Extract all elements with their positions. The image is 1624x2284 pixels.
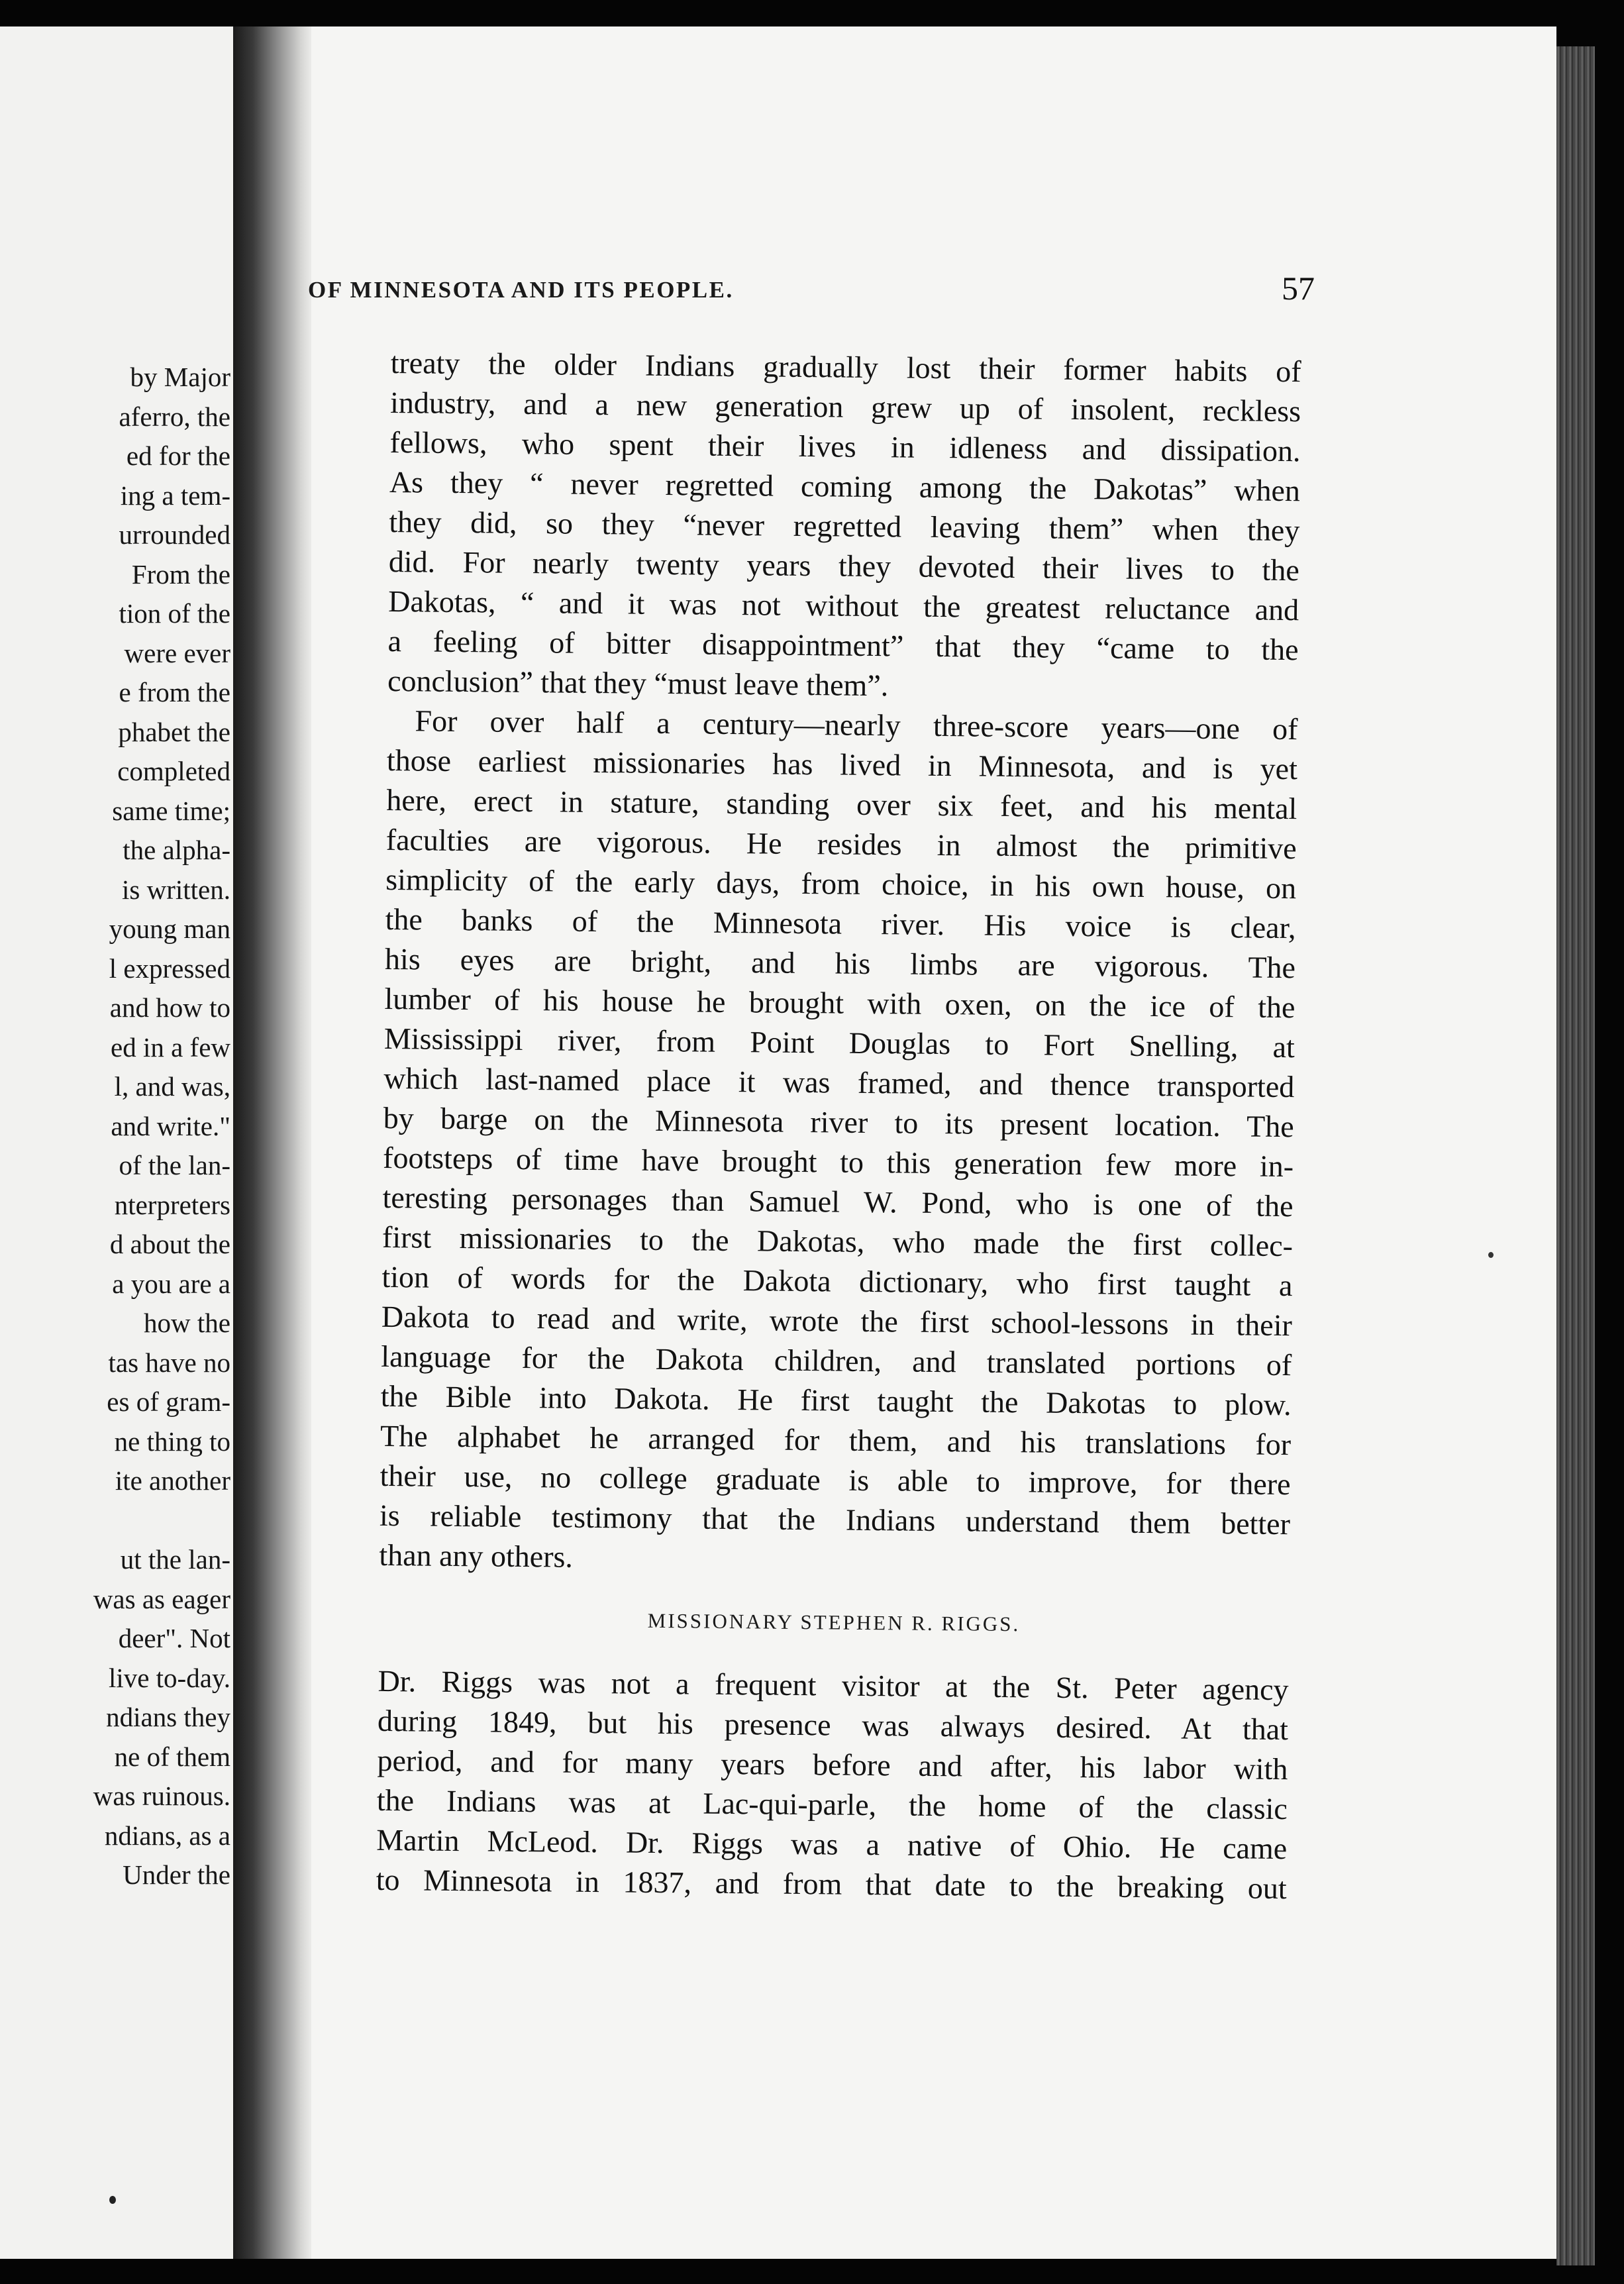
text-line: The alphabet he arranged for them, and his translations for [380, 1418, 1292, 1462]
text-line: Dr. Riggs was not a frequent visitor at the St. Peter agency [378, 1663, 1289, 1707]
text-line: industry, and a new generation grew up of insolent, reckless [389, 385, 1301, 429]
left-page-line: ne of them [114, 1741, 230, 1772]
left-page-text [0, 358, 230, 1895]
text-line: teresting personages than Samuel W. Pond, who is one of the [382, 1180, 1294, 1223]
left-page-line: young man [109, 913, 230, 944]
left-page-line: l expressed [109, 953, 230, 984]
left-page-line: was ruinous. [93, 1781, 230, 1811]
left-page-line: urrounded [119, 519, 230, 550]
text-line: Dakota to read and write, wrote the first school-lessons in their [381, 1299, 1293, 1343]
ink-speck [109, 2196, 116, 2204]
left-page-line: ing a tem- [120, 480, 230, 511]
text-line: Dakotas, “ and it was not without the greatest reluctance and [388, 584, 1299, 627]
left-page-line: deer". Not [118, 1623, 230, 1653]
left-page-line: es of gram- [107, 1386, 230, 1417]
text-line: the Indians was at Lac-qui-parle, the home of the classic [376, 1783, 1288, 1826]
text-line: simplicity of the early days, from choice, in his own house, on [385, 862, 1297, 906]
left-page-line: and write." [111, 1110, 230, 1141]
text-line: fellows, who spent their lives in idleness and dissipation. [389, 425, 1301, 468]
left-page-line: ndians, as a [104, 1820, 230, 1851]
left-page-line: was as eager [93, 1583, 230, 1614]
text-line: they did, so they “never regretted leaving them” when they [389, 504, 1300, 548]
text-line: is reliable testimony that the Indians understand them better [379, 1498, 1291, 1541]
left-page-line [0, 1501, 230, 1541]
left-page-line: completed [117, 756, 230, 786]
text-line: did. For nearly twenty years they devoted their lives to the [388, 544, 1300, 588]
text-line: first missionaries to the Dakotas, who made the first collec- [381, 1220, 1294, 1263]
left-page-line: and how to [109, 992, 230, 1023]
left-page-line: ed in a few [111, 1031, 230, 1063]
page-header [308, 265, 1315, 311]
left-page-line: l, and was, [114, 1071, 230, 1102]
text-line: language for the Dakota children, and translated portions of [381, 1339, 1292, 1382]
paragraph-3 [376, 1661, 1599, 1912]
left-page-line: ed for the [126, 441, 230, 471]
text-line: a feeling of bitter disappointment” that they “came to the [387, 623, 1299, 667]
left-page-line: ite another [115, 1465, 230, 1496]
left-page-line: how the [144, 1308, 230, 1338]
left-page-line: From the [131, 558, 230, 590]
left-page-line: ne thing to [114, 1426, 230, 1457]
text-line: As they “ never regretted coming among the Dakotas” when [389, 464, 1301, 508]
book-gutter-shadow [233, 26, 313, 2259]
text-line: those earliest missionaries has lived in Minnesota, and is yet [386, 743, 1298, 786]
left-page-line: same time; [112, 795, 230, 826]
text-line: conclusion” that they “must leave them”. [387, 663, 889, 703]
text-line: the banks of the Minnesota river. His voice is clear, [385, 902, 1296, 945]
paragraph-1 [387, 343, 1613, 713]
text-line: tion of words for the Dakota dictionary, who first taught a [381, 1259, 1293, 1303]
ink-speck [1488, 1252, 1494, 1258]
section-heading: MISSIONARY STEPHEN R. RIGGS. [647, 1608, 1021, 1636]
left-page-line: ndians they [106, 1702, 230, 1732]
text-line: here, erect in stature, standing over six feet, and his mental [386, 782, 1297, 826]
running-head: OF MINNESOTA AND ITS PEOPLE. [308, 277, 734, 303]
left-page-line: tas have no [108, 1347, 230, 1378]
left-page-line: Under the [123, 1859, 230, 1890]
left-page-line: aferro, the [119, 401, 230, 432]
left-page-line: a you are a [112, 1268, 230, 1299]
text-line: footsteps of time have brought to this generation few more in- [382, 1140, 1294, 1184]
page-body [376, 343, 1612, 1912]
left-page-line: is written. [122, 874, 230, 905]
left-page-line: were ever [124, 637, 230, 668]
text-line: their use, no college graduate is able to improve, for there [380, 1458, 1291, 1502]
text-line: Martin McLeod. Dr. Riggs was a native of Ohio. He came [376, 1822, 1288, 1866]
left-page-line: nterpreters [114, 1189, 230, 1220]
text-line: Mississippi river, from Point Douglas to Fort Snelling, at [383, 1021, 1295, 1064]
left-page-fragment [0, 26, 233, 2259]
text-line: by barge on the Minnesota river to its present location. The [383, 1100, 1294, 1144]
left-page-line: d about the [109, 1229, 230, 1259]
left-page-line: live to-day. [108, 1662, 230, 1693]
left-page-line: tion of the [119, 598, 230, 629]
page-number: 57 [1282, 270, 1315, 307]
left-page-line: by Major [130, 362, 230, 392]
text-line: than any others. [379, 1537, 574, 1574]
text-line: faculties are vigorous. He resides in almost the primitive [385, 822, 1297, 866]
left-page-line: ut the lan- [120, 1544, 230, 1575]
text-line: treaty the older Indians gradually lost their former habits of [390, 345, 1301, 389]
text-line: his eyes are bright, and his limbs are vigorous. The [384, 941, 1296, 985]
left-page-line: phabet the [118, 716, 230, 747]
left-page-line: the alpha- [123, 835, 230, 865]
text-line: period, and for many years before and after, his labor with [377, 1743, 1288, 1787]
text-line: For over half a century—nearly three-score years—one of [415, 703, 1298, 747]
text-line: to Minnesota in 1837, and from that date to the breaking out [376, 1862, 1287, 1906]
text-line: which last-named place it was framed, and thence transported [383, 1061, 1295, 1104]
left-page-line: e from the [119, 677, 230, 707]
text-line: the Bible into Dakota. He first taught the Dakotas to plow. [380, 1378, 1292, 1422]
paragraph-2 [379, 701, 1609, 1587]
text-line: lumber of his house he brought with oxen, on the ice of the [384, 981, 1295, 1025]
text-line: during 1849, but his presence was always desired. At that [377, 1703, 1289, 1747]
left-page-line: of the lan- [119, 1150, 230, 1180]
